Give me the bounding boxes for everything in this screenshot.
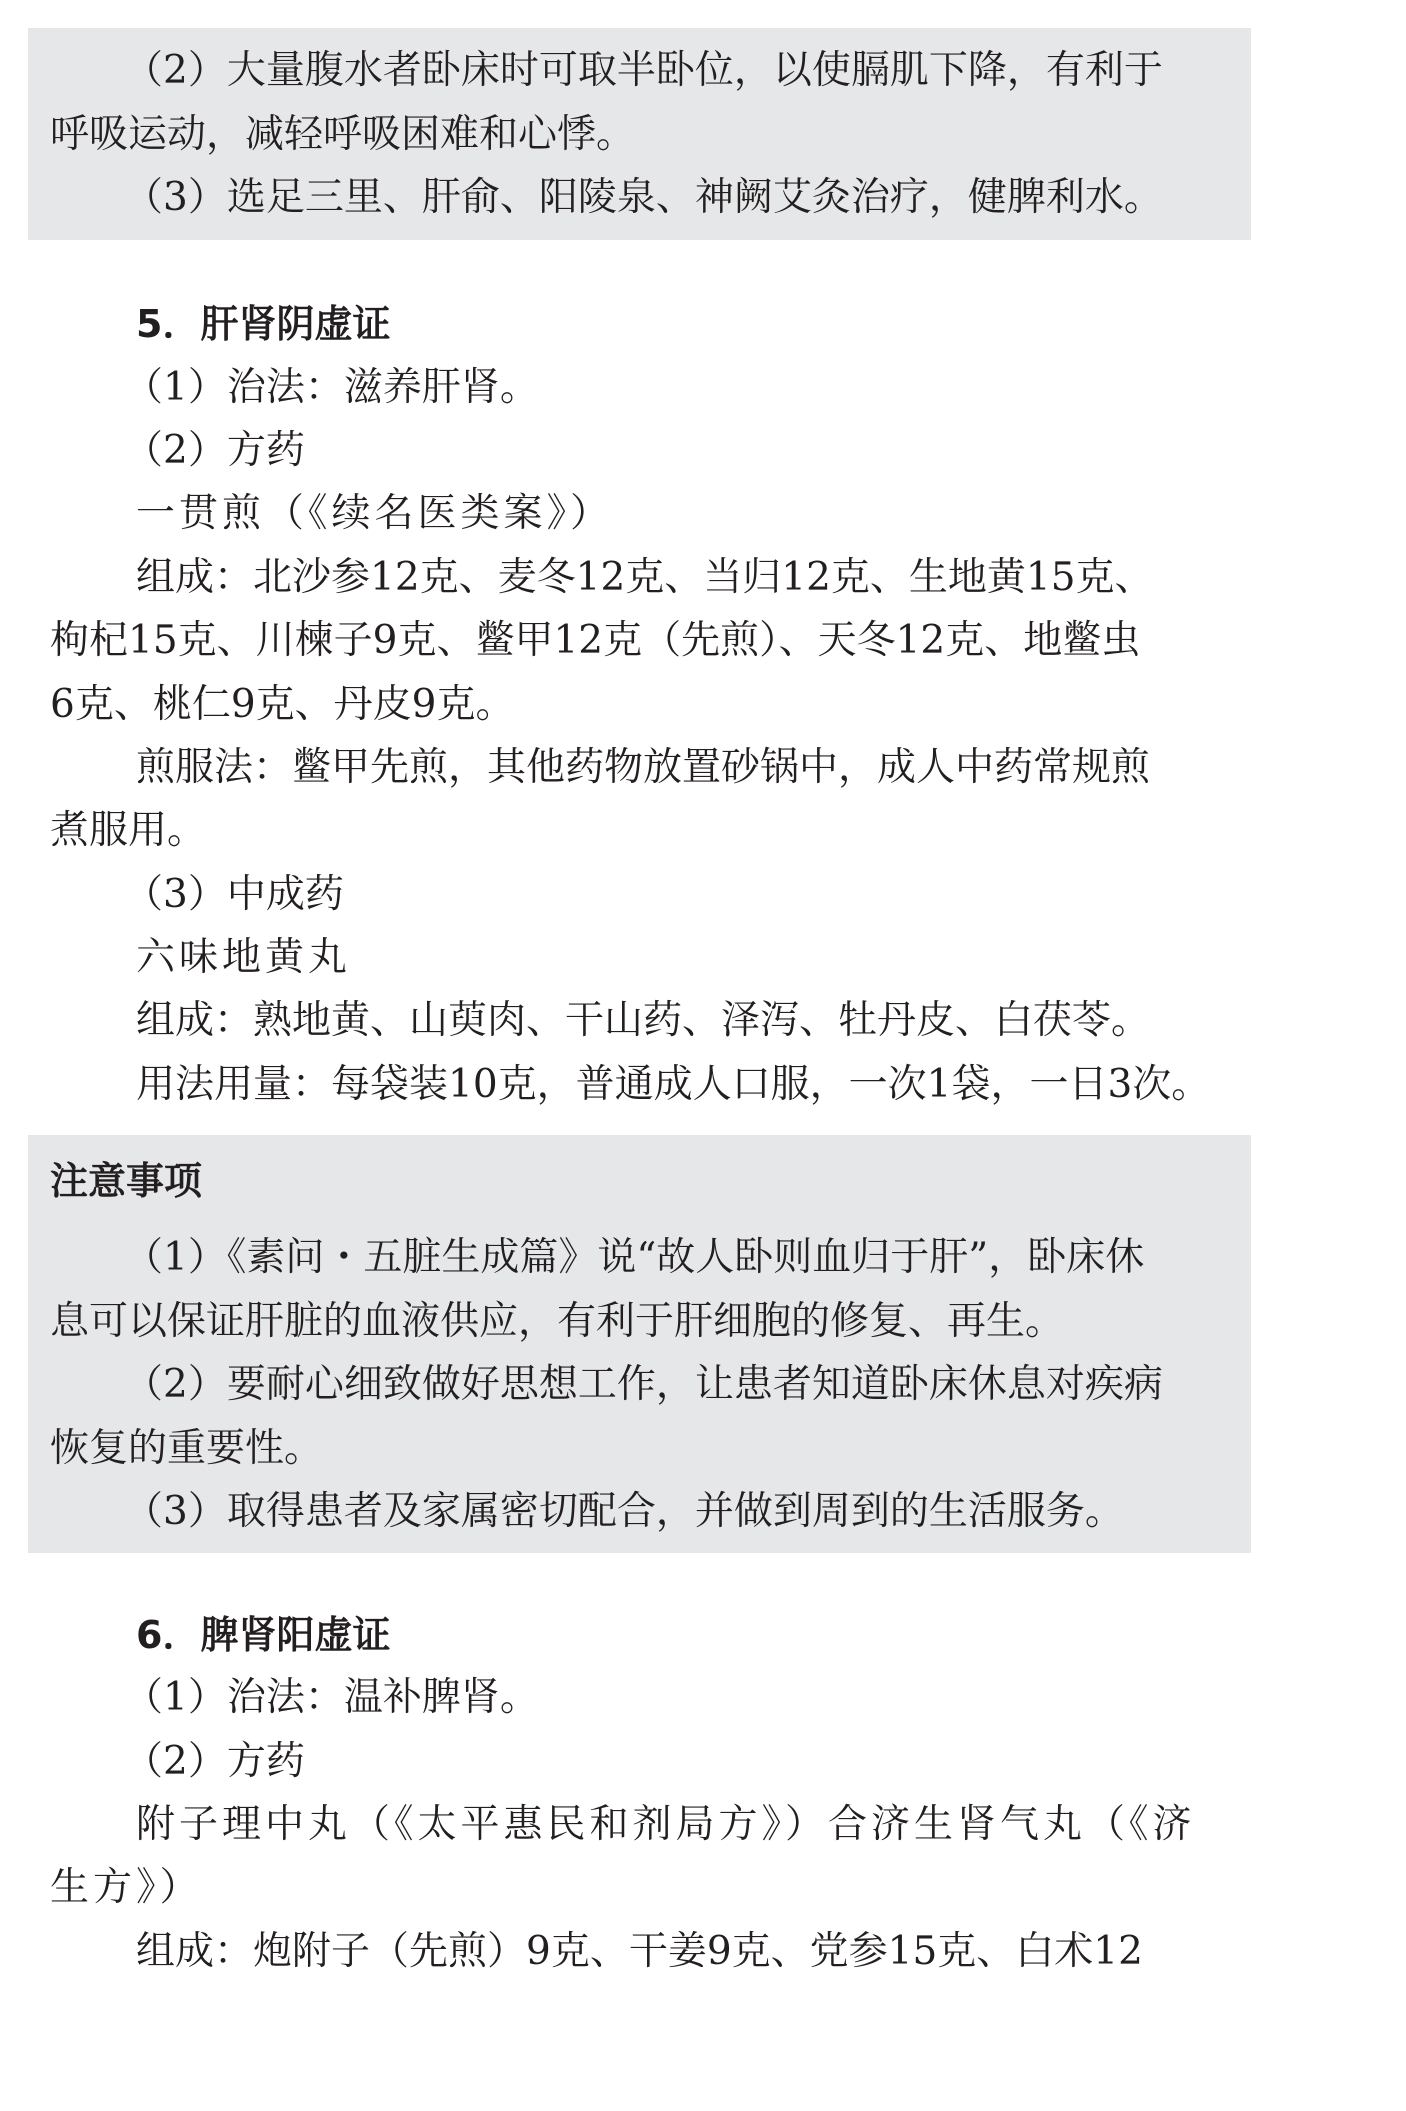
note-line: 息可以保证肝脏的血液供应，有利于肝细胞的修复、再生。 <box>50 1299 1065 1344</box>
formula-name: 附子理中丸（《太平惠民和剂局方》）合济生肾气丸（《济 <box>136 1802 1196 1847</box>
therapy-line: （1）治法：温补脾肾。 <box>124 1675 539 1720</box>
subheading: （3）中成药 <box>124 872 344 917</box>
notes-title: 注意事项 <box>50 1159 203 1203</box>
decoction-line: 煮服用。 <box>50 808 207 853</box>
composition-line: 枸杞15克、川楝子9克、鳖甲12克（先煎）、天冬12克、地鳖虫 <box>50 618 1141 663</box>
subheading: （2）方药 <box>124 428 305 473</box>
paragraph-line: 呼吸运动，减轻呼吸困难和心悸。 <box>50 112 636 157</box>
formula-name: 一贯煎（《续名医类案》） <box>136 491 614 536</box>
composition-line: 6克、桃仁9克、丹皮9克。 <box>50 682 515 727</box>
note-line: （2）要耐心细致做好思想工作，让患者知道卧床休息对疾病 <box>124 1362 1163 1407</box>
section-heading: 5．肝肾阴虚证 <box>136 302 391 346</box>
patent-usage: 用法用量：每袋装10克，普通成人口服，一次1袋，一日3次。 <box>136 1062 1211 1107</box>
decoction-line: 煎服法：鳖甲先煎，其他药物放置砂锅中，成人中药常规煎 <box>136 745 1151 790</box>
patent-medicine-name: 六味地黄丸 <box>136 935 352 980</box>
composition-line: 组成：北沙参12克、麦冬12克、当归12克、生地黄15克、 <box>136 555 1154 600</box>
formula-name: 生方》） <box>50 1865 203 1910</box>
composition-line: 组成：炮附子（先煎）9克、干姜9克、党参15克、白术12 <box>136 1929 1143 1974</box>
note-line: （1）《素问・五脏生成篇》说“故人卧则血归于肝”，卧床休 <box>124 1235 1145 1280</box>
patent-composition: 组成：熟地黄、山萸肉、干山药、泽泻、牡丹皮、白茯苓。 <box>136 998 1151 1043</box>
section-heading: 6．脾肾阳虚证 <box>136 1613 391 1657</box>
note-line: （3）取得患者及家属密切配合，并做到周到的生活服务。 <box>124 1489 1124 1534</box>
paragraph-line: （3）选足三里、肝俞、阳陵泉、神阙艾灸治疗，健脾利水。 <box>124 175 1163 220</box>
note-line: 恢复的重要性。 <box>50 1426 324 1471</box>
therapy-line: （1）治法：滋养肝肾。 <box>124 365 539 410</box>
paragraph-line: （2）大量腹水者卧床时可取半卧位，以使膈肌下降，有利于 <box>124 48 1163 93</box>
subheading: （2）方药 <box>124 1739 305 1784</box>
